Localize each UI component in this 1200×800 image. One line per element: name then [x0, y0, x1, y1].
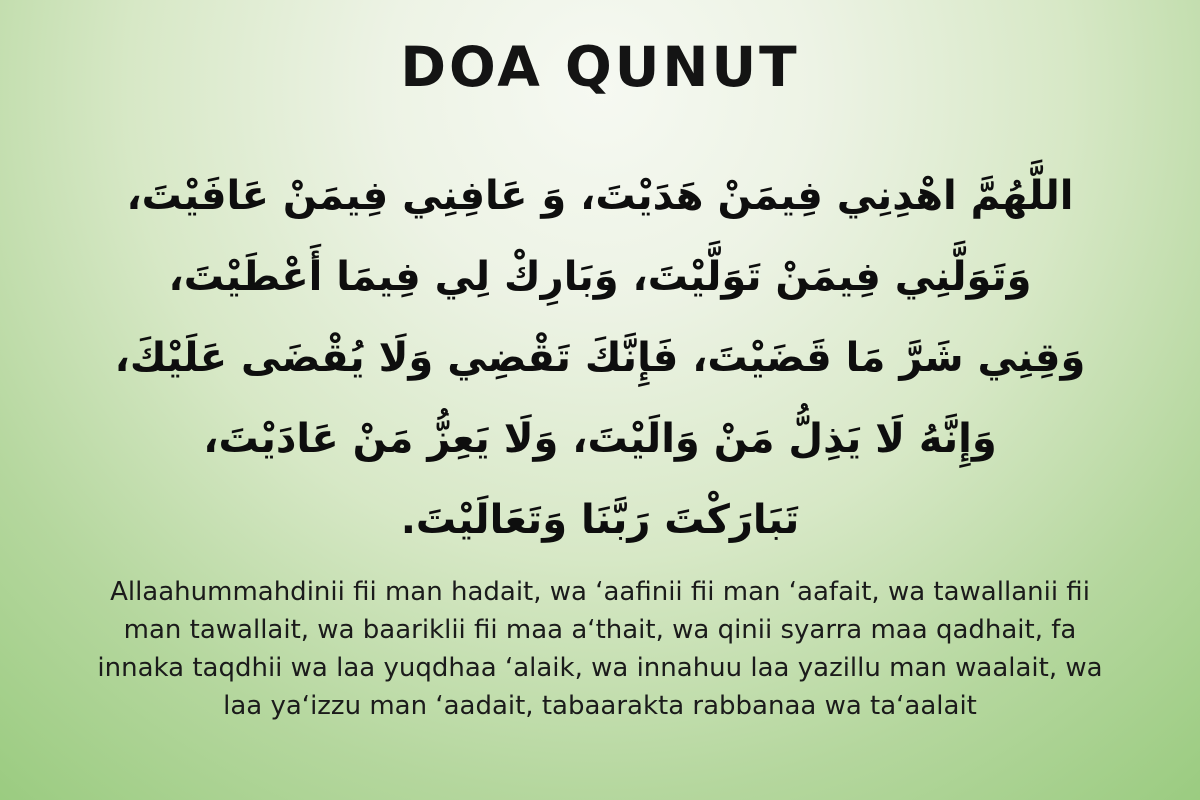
- transliteration-block: [80, 573, 1120, 725]
- page-title: DOA QUNUT: [400, 35, 800, 99]
- transliteration-line-1: Allaahummahdinii fii man hadait, wa ‘aafinii fii man ‘aafait, wa tawallanii fii: [110, 577, 1090, 607]
- arabic-line-5: تَبَارَكْتَ رَبَّنَا وَتَعَالَيْتَ.: [400, 497, 800, 543]
- arabic-text-block: [0, 156, 1200, 561]
- arabic-line-2: وَتَوَلَّنِي فِيمَنْ تَوَلَّيْتَ، وَبَارِكْ لِي فِيمَا أَعْطَيْتَ،: [168, 254, 1032, 300]
- transliteration-line-3: innaka taqdhii wa laa yuqdhaa ‘alaik, wa innahuu laa yazillu man waalait, wa: [97, 653, 1103, 683]
- arabic-line-3: وَقِنِي شَرَّ مَا قَضَيْتَ، فَإِنَّكَ تَقْضِي وَلَا يُقْضَى عَلَيْكَ،: [114, 335, 1086, 381]
- transliteration-line-4: laa ya‘izzu man ‘aadait, tabaarakta rabbanaa wa ta‘aalait: [223, 691, 977, 721]
- arabic-line-1: اللَّهُمَّ اهْدِنِي فِيمَنْ هَدَيْتَ، وَ عَافِنِي فِيمَنْ عَافَيْتَ،: [126, 173, 1074, 219]
- transliteration-line-2: man tawallait, wa baariklii fii maa a‘thait, wa qinii syarra maa qadhait, fa: [123, 615, 1077, 645]
- arabic-line-4: وَإِنَّهُ لَا يَذِلُّ مَنْ وَالَيْتَ، وَلَا يَعِزُّ مَنْ عَادَيْتَ،: [203, 416, 997, 462]
